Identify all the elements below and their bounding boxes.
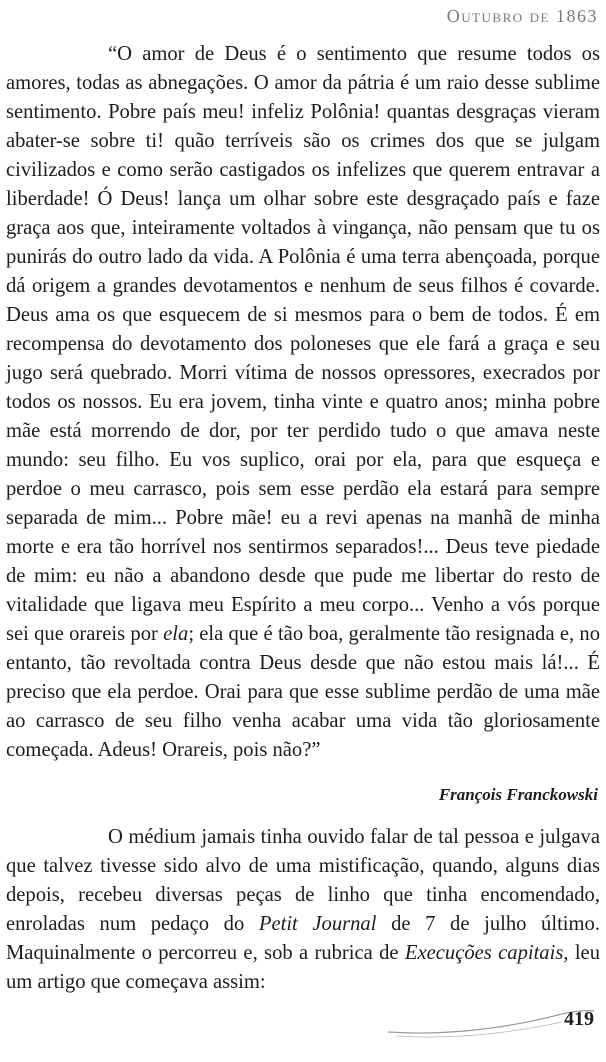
quote-emphasis: ela	[163, 623, 189, 645]
narrative-paragraph	[6, 823, 600, 997]
narrative-text-part1: O médium jamais tinha ouvido falar de tal pessoa e julgava que talvez tivesse sido alvo de uma mistificação, quando, alguns dias depois, recebeu diversas peças de linho que tinha encomendado, enroladas num pedaço do	[6, 826, 600, 935]
rubric-title: Execuções capitais	[404, 942, 564, 964]
signature: François Franckowski	[438, 785, 598, 804]
page-body	[6, 40, 600, 997]
quote-paragraph	[6, 40, 600, 765]
page-footer	[386, 1002, 596, 1042]
narrative-text-part2: de 7 de julho último. Maquinalmente o percorreu e, sob a rubrica de	[6, 913, 600, 964]
running-header: Outubro de 1863	[446, 6, 598, 26]
quote-text-part2: ; ela que é tão boa, geralmente tão resignada e, no entanto, tão revoltada contra Deus desde que não estou mais lá!... É preciso que ela perdoe. Orai para que esse sublime perdão de uma mãe ao carrasco de seu filho venha acabar uma vida tão gloriosamente começada. Adeus! Orareis, pois não?”	[6, 623, 600, 761]
quote-text-part1: “O amor de Deus é o sentimento que resume todos os amores, todas as abnegações. O amor da pátria é um raio desse sublime sentimento. Pobre país meu! infeliz Polônia! quantas desgraças vieram abater-se sobre ti! quão terríveis são os crimes dos que se julgam civilizados e como serão castigados os infelizes que querem entravar a liberdade! Ó Deus! lança um olhar sobre este desgraçado país e faze graça aos que, inteiramente voltados à vingança, não pensam que tu os punirás do outro lado da vida. A Polônia é uma terra abençoada, porque dá origem a grandes devotamentos e nenhum de seus filhos é covarde. Deus ama os que esquecem de si mesmos para o bem de todos. É em recompensa do devotamento dos poloneses que ele fará a graça e seu jugo será quebrado. Morri vítima de nossos opressores, execrados por todos os nossos. Eu era jovem, tinha vinte e quatro anos; minha pobre mãe está morrendo de dor, por ter perdido tudo o que amava neste mundo: seu filho. Eu vos suplico, orai por ela, para que esqueça e perdoe o meu carrasco, pois sem esse perdão ela estará para sempre separada de mim... Pobre mãe! eu a revi apenas na manhã de minha morte e era tão horrível nos sentirmos separados!... Deus teve piedade de mim: eu não a abandono desde que pude me libertar do resto de vitalidade que ligava meu Espírito a meu corpo... Venho a vós porque sei que orareis por	[6, 43, 600, 645]
page-number: 419	[564, 1008, 594, 1030]
narrative-text-part3: , leu um artigo que começava assim:	[6, 942, 600, 993]
newspaper-title: Petit Journal	[258, 913, 377, 935]
